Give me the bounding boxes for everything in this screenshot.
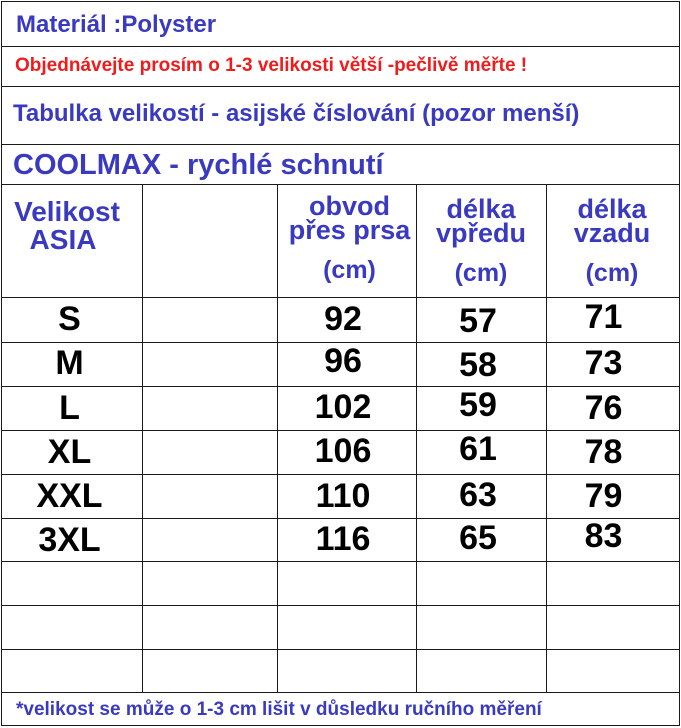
header-chest-line1: obvod <box>309 191 390 221</box>
grid-line <box>2 474 679 475</box>
warning-row <box>2 47 679 87</box>
material-row <box>2 2 679 47</box>
feature-row <box>2 145 679 185</box>
chest-cell: 110 <box>315 477 371 515</box>
header-size <box>12 198 122 254</box>
size-cell: XL <box>47 433 92 471</box>
grid-line <box>2 605 679 606</box>
size-cell: L <box>59 389 80 427</box>
footnote: *velikost se může o 1-3 cm lišit v důsledku ručního měření <box>16 699 542 720</box>
warning-text: Objednávejte prosím o 1-3 velikosti větší -pečlivě měřte ! <box>15 55 528 76</box>
chest-cell: 102 <box>314 388 372 426</box>
front-cell: 61 <box>459 430 497 468</box>
front-cell: 57 <box>459 302 497 340</box>
chest-cell: 92 <box>324 300 362 338</box>
back-cell: 79 <box>584 477 623 515</box>
header-size-line1: Velikost <box>14 196 120 227</box>
header-back <box>552 195 672 287</box>
front-cell: 59 <box>459 386 497 424</box>
header-front-unit: (cm) <box>454 259 508 287</box>
header-front <box>421 195 541 287</box>
chest-cell: 96 <box>324 342 362 380</box>
size-cell: 3XL <box>38 521 101 559</box>
header-back-line1: délka <box>577 194 647 224</box>
header-front-line2: vpředu <box>435 218 527 248</box>
grid-line <box>2 561 679 562</box>
grid-line <box>2 430 679 431</box>
front-cell: 58 <box>459 346 497 384</box>
size-chart <box>1 1 680 726</box>
grid-line <box>2 649 679 650</box>
grid-line <box>142 185 143 692</box>
grid-line <box>2 692 679 693</box>
feature-text: COOLMAX - rychlé schnutí <box>13 149 384 181</box>
header-front-line1: délka <box>446 194 516 224</box>
front-cell: 65 <box>459 519 497 557</box>
size-cell: XXL <box>36 477 103 515</box>
header-back-line2: vzadu <box>573 218 651 248</box>
header-chest-unit: (cm) <box>323 256 376 284</box>
grid-line <box>2 386 679 387</box>
header-size-line2: ASIA <box>29 224 97 255</box>
size-cell: M <box>55 344 84 382</box>
material-label: Materiál :Polyster <box>16 11 217 38</box>
size-cell: S <box>58 300 81 338</box>
back-cell: 71 <box>584 298 623 336</box>
front-cell: 63 <box>459 476 497 514</box>
back-cell: 83 <box>584 517 623 555</box>
header-chest <box>282 192 417 284</box>
back-cell: 76 <box>584 389 623 427</box>
header-back-unit: (cm) <box>585 259 639 287</box>
chest-cell: 116 <box>315 520 371 558</box>
table-title-row <box>2 87 679 145</box>
back-cell: 78 <box>584 433 623 471</box>
back-cell: 73 <box>584 344 623 382</box>
table-title: Tabulka velikostí - asijské číslování (pozor menší) <box>13 100 580 127</box>
header-chest-line2: přes prsa <box>288 215 411 245</box>
chest-cell: 106 <box>314 432 372 470</box>
